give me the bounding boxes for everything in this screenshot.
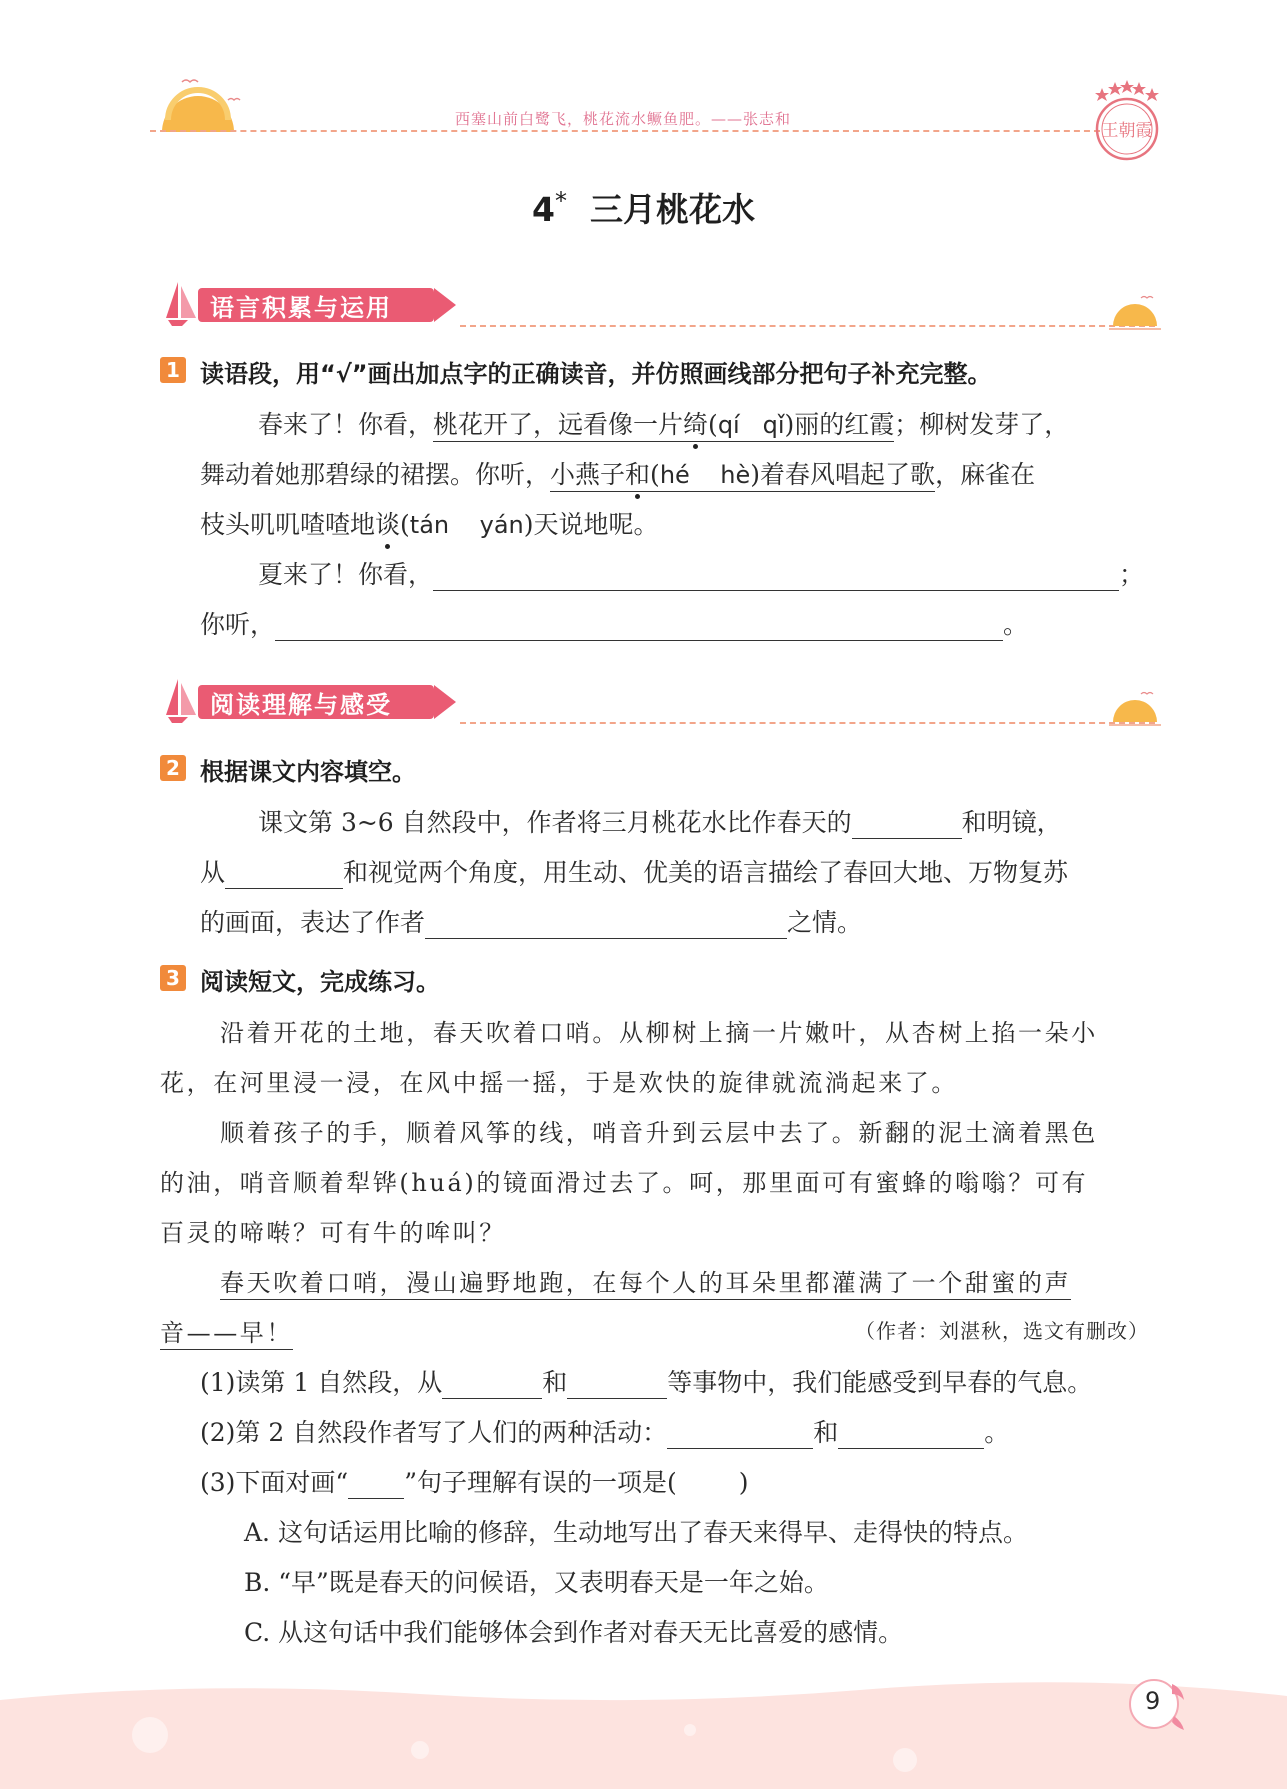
section1-label: 语言积累与运用 (210, 294, 392, 322)
q3-sub2-blank-2[interactable] (838, 1424, 984, 1449)
q1-underline-1: 桃花开了，远看像一片绮(qí qǐ)丽的红霞 (433, 410, 894, 442)
q1-underline-2: 小燕子和(hé hè)着春风唱起了歌 (550, 460, 935, 492)
header-quote: 西塞山前白鹭飞，桃花流水鳜鱼肥。——张志和 (455, 110, 792, 128)
lesson-title (0, 184, 1287, 231)
q3-sub3-underline-sample (348, 1474, 404, 1499)
q1-blank-summer-hear[interactable] (275, 616, 1003, 641)
q2-blank-2[interactable] (225, 864, 343, 889)
q2-line-1: 课文第 3~6 自然段中，作者将三月桃花水比作春天的 和明镜， (258, 808, 1062, 837)
passage-line-7 (160, 1313, 293, 1348)
q2-blank-1[interactable] (852, 814, 962, 839)
q1-dotted-char-3: 谈 (375, 505, 400, 541)
q2-blank-3[interactable] (425, 914, 787, 939)
passage-line-6 (220, 1263, 1071, 1298)
q3-option-a[interactable]: A. 这句话运用比喻的修辞，生动地写出了春天来得早、走得快的特点。 (244, 1518, 1028, 1547)
svg-text:王朝霞: 王朝霞 (1101, 121, 1153, 141)
section2-divider (460, 722, 1155, 724)
q1-blank-summer-see[interactable] (433, 566, 1119, 591)
q3-option-b[interactable]: B. “早”既是春天的问候语，又表明春天是一年之始。 (244, 1568, 829, 1597)
q3-sub1: (1)读第 1 自然段，从 和 等事物中，我们能感受到早春的气息。 (200, 1368, 1093, 1397)
lesson-title-text: 三月桃花水 (589, 190, 755, 229)
section1-divider (460, 325, 1155, 327)
q1-dotted-char-1: 绮 (683, 405, 708, 441)
passage-line-1: 沿着开花的土地，春天吹着口哨。从柳树上摘一片嫩叶，从杏树上掐一朵小 (220, 1019, 1098, 1047)
lesson-number: 4 (532, 190, 555, 229)
q3-sub1-blank-2[interactable] (567, 1374, 667, 1399)
passage-line-2: 花，在河里浸一浸，在风中摇一摇，于是欢快的旋律就流淌起来了。 (160, 1069, 958, 1097)
q1-line-2: 舞动着她那碧绿的裙摆。你听，小燕子和(hé hè)着春风唱起了歌，麻雀在 (200, 455, 1035, 491)
q2-instruction: 根据课文内容填空。 (200, 758, 416, 786)
section2-label: 阅读理解与感受 (210, 691, 392, 719)
q2-number: 2 (160, 755, 186, 781)
q1-pinyin-options-1[interactable]: qí qǐ (717, 411, 785, 439)
q3-instruction: 阅读短文，完成练习。 (200, 968, 440, 996)
q1-line-3: 枝头叽叽喳喳地谈(tán yán)天说地呢。 (200, 505, 659, 541)
q3-sub2: (2)第 2 自然段作者写了人们的两种活动： 和 。 (200, 1418, 1010, 1447)
q1-pinyin-options-2[interactable]: hé hè (659, 461, 751, 489)
passage-underline-2: 音——早！ (160, 1319, 293, 1350)
q1-dotted-char-2: 和 (625, 455, 650, 491)
section1-sun-icon (1105, 292, 1165, 334)
page-number: 9 (1145, 1687, 1161, 1715)
section2-sun-icon (1105, 688, 1165, 730)
q3-number: 3 (160, 965, 186, 991)
q2-line-3: 的画面，表达了作者 之情。 (200, 908, 863, 937)
q1-line-1: 春来了！你看，桃花开了，远看像一片绮(qí qǐ)丽的红霞；柳树发芽了， (258, 405, 1069, 441)
passage-line-5: 百灵的啼啭？可有牛的哞叫？ (160, 1219, 506, 1247)
q3-sub2-blank-1[interactable] (667, 1424, 813, 1449)
q1-line-4: 夏来了！你看， ； (258, 560, 1145, 589)
q2-line-2: 从 和视觉两个角度，用生动、优美的语言描绘了春回大地、万物复苏 (200, 858, 1069, 887)
q1-line-5: 你听， 。 (200, 610, 1029, 639)
footer-background (0, 1680, 1287, 1789)
q1-number: 1 (160, 357, 186, 383)
passage-line-3: 顺着孩子的手，顺着风筝的线，哨音升到云层中去了。新翻的泥土滴着黑色 (220, 1119, 1098, 1147)
q3-sub3: (3)下面对画“ ”句子理解有误的一项是( ) (200, 1468, 749, 1497)
q1-pinyin-options-3[interactable]: tán yán (409, 511, 524, 539)
q3-sub1-blank-1[interactable] (442, 1374, 542, 1399)
lesson-star: * (554, 187, 567, 215)
seal-icon (1082, 74, 1172, 166)
q1-instruction: 读语段，用“√”画出加点字的正确读音，并仿照画线部分把句子补充完整。 (200, 360, 992, 388)
passage-source: （作者：刘湛秋，选文有删改） (855, 1319, 1149, 1343)
passage-line-4: 的油，哨音顺着犁铧(huá)的镜面滑过去了。呵，那里面可有蜜蜂的嗡嗡？可有 (160, 1169, 1089, 1197)
q3-option-c[interactable]: C. 从这句话中我们能够体会到作者对春天无比喜爱的感情。 (244, 1618, 904, 1647)
passage-underline-1: 春天吹着口哨，漫山遍野地跑，在每个人的耳朵里都灌满了一个甜蜜的声 (220, 1269, 1071, 1300)
header-divider (150, 130, 1100, 132)
